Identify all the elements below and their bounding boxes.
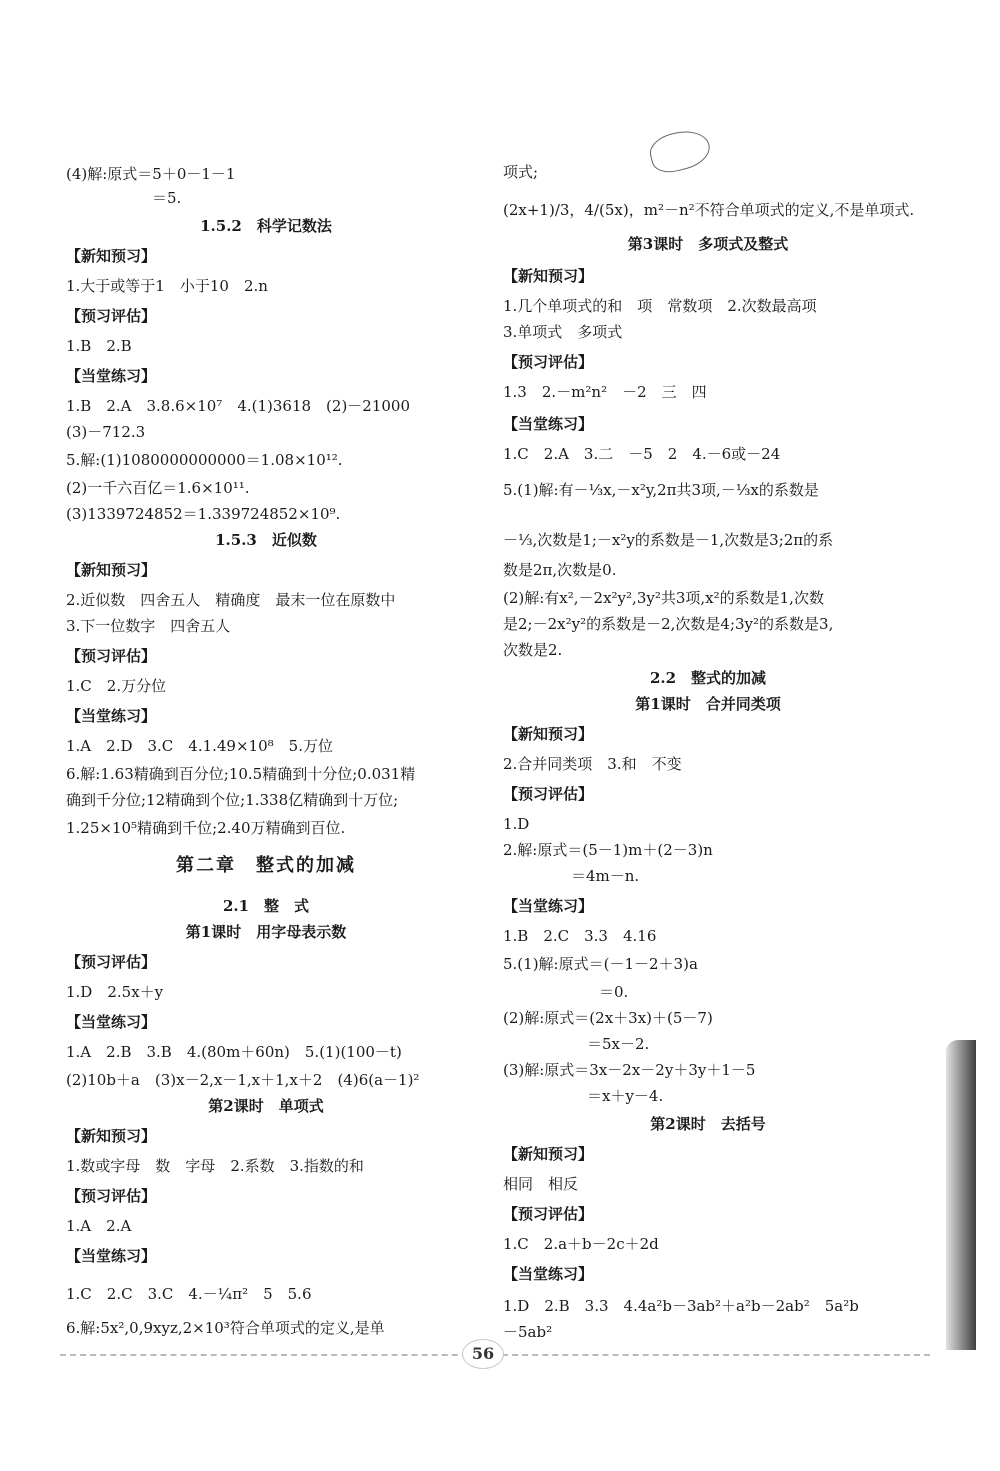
- answer-line: ＝4m－n.: [571, 867, 640, 885]
- answer-line: 5.(1)解:原式＝(－1－2＋3)a: [503, 955, 698, 973]
- answer-line: ＝0.: [599, 983, 629, 1001]
- answer-line: 2.近似数 四舍五人 精确度 最末一位在原数中: [66, 591, 396, 609]
- section-title: 2.2 整式的加减: [649, 669, 767, 687]
- section-title: 第2课时 去括号: [650, 1115, 766, 1133]
- answer-line: (2x+1)/3，4/(5x)，m²－n²不符合单项式的定义,不是单项式.: [503, 201, 915, 219]
- scan-shadow: [946, 1040, 976, 1350]
- section-header: 【当堂练习】: [503, 415, 594, 433]
- answer-line: 项式;: [503, 163, 539, 181]
- answer-line: (3)解:原式＝3x－2x－2y＋3y＋1－5: [503, 1061, 756, 1079]
- answer-line: ＝5.: [152, 189, 182, 207]
- section-header: 【预习评估】: [66, 953, 157, 971]
- answer-line: 2.合并同类项 3.和 不变: [503, 755, 682, 773]
- answer-line: 1.大于或等于1 小于10 2.n: [66, 277, 268, 295]
- answer-line: 2.解:原式＝(5－1)m＋(2－3)n: [503, 841, 713, 859]
- answer-line: 5.解:(1)1080000000000＝1.08×10¹².: [66, 451, 343, 469]
- section-header: 【当堂练习】: [66, 707, 157, 725]
- section-header: 【预习评估】: [503, 1205, 594, 1223]
- answer-line: 1.B 2.B: [66, 337, 132, 355]
- answer-line: (2)一千六百亿＝1.6×10¹¹.: [66, 479, 250, 497]
- answer-line: 1.A 2.D 3.C 4.1.49×10⁸ 5.万位: [66, 737, 333, 755]
- answer-line: (3)1339724852＝1.339724852×10⁹.: [66, 505, 341, 523]
- answer-line: ＝x＋y－4.: [587, 1087, 664, 1105]
- section-title: 2.1 整 式: [222, 897, 310, 915]
- section-title: 第1课时 合并同类项: [635, 695, 781, 713]
- answer-line: 1.C 2.A 3.二 －5 2 4.－6或－24: [503, 445, 781, 463]
- answer-line: 1.25×10⁵精确到千位;2.40万精确到百位.: [66, 819, 346, 837]
- section-header: 【当堂练习】: [503, 897, 594, 915]
- page-number: 56: [462, 1339, 504, 1369]
- answer-line: 1.D 2.5x＋y: [66, 983, 164, 1001]
- section-header: 【预习评估】: [503, 353, 594, 371]
- section-header: 【新知预习】: [503, 1145, 594, 1163]
- answer-line: 1.D: [503, 815, 530, 833]
- section-title: 1.5.3 近似数: [215, 531, 317, 549]
- answer-line: 3.单项式 多项式: [503, 323, 623, 341]
- answer-line: 1.A 2.A: [66, 1217, 132, 1235]
- answer-line: －⅓,次数是1;－x²y的系数是－1,次数是3;2π的系: [503, 531, 834, 549]
- section-header: 【新知预习】: [503, 267, 594, 285]
- answer-line: ＝5x－2.: [587, 1035, 650, 1053]
- answer-line: 1.数或字母 数 字母 2.系数 3.指数的和: [66, 1157, 364, 1175]
- answer-line: 相同 相反: [503, 1175, 579, 1193]
- section-title: 1.5.2 科学记数法: [200, 217, 332, 235]
- section-header: 【预习评估】: [66, 1187, 157, 1205]
- section-title: 第1课时 用字母表示数: [185, 923, 347, 941]
- answer-line: 1.3 2.－m²n² －2 三 四: [503, 383, 707, 401]
- answer-line: (2)解:原式＝(2x＋3x)＋(5－7): [503, 1009, 713, 1027]
- answer-line: 6.解:5x²,0,9xyz,2×10³符合单项式的定义,是单: [66, 1319, 385, 1337]
- answer-line: (2)10b＋a (3)x－2,x－1,x＋1,x＋2 (4)6(a－1)²: [66, 1071, 420, 1089]
- answer-line: (2)解:有x²,－2x²y²,3y²共3项,x²的系数是1,次数: [503, 589, 824, 607]
- section-header: 【当堂练习】: [66, 367, 157, 385]
- answer-line: (3)－712.3: [66, 423, 146, 441]
- answer-line: (4)解:原式＝5＋0－1－1: [66, 165, 236, 183]
- section-title: 第2课时 单项式: [208, 1097, 324, 1115]
- section-header: 【预习评估】: [66, 307, 157, 325]
- section-header: 【新知预习】: [66, 1127, 157, 1145]
- answer-line: 1.C 2.C 3.C 4.－¼π² 5 5.6: [66, 1285, 312, 1303]
- stamp-icon: [646, 125, 713, 176]
- answer-line: 1.C 2.万分位: [66, 677, 167, 695]
- answer-line: 1.B 2.A 3.8.6×10⁷ 4.(1)3618 (2)－21000: [66, 397, 411, 415]
- answer-line: －5ab²: [503, 1323, 553, 1341]
- answer-line: 1.A 2.B 3.B 4.(80m＋60n) 5.(1)(100－t): [66, 1043, 402, 1061]
- answer-line: 次数是2.: [503, 641, 563, 659]
- answer-line: 确到千分位;12精确到个位;1.338亿精确到十万位;: [66, 791, 399, 809]
- answer-line: 1.B 2.C 3.3 4.16: [503, 927, 657, 945]
- section-header: 【预习评估】: [66, 647, 157, 665]
- answer-line: 1.几个单项式的和 项 常数项 2.次数最高项: [503, 297, 817, 315]
- section-header: 【当堂练习】: [503, 1265, 594, 1283]
- answer-line: 1.C 2.a＋b－2c＋2d: [503, 1235, 659, 1253]
- answer-line: 数是2π,次数是0.: [503, 561, 617, 579]
- section-title: 第3课时 多项式及整式: [627, 235, 789, 253]
- chapter-title: 第二章 整式的加减: [176, 855, 356, 876]
- answer-line: 1.D 2.B 3.3 4.4a²b－3ab²＋a²b－2ab² 5a²b: [503, 1297, 859, 1315]
- answer-line: 5.(1)解:有－⅓x,－x²y,2π共3项,－⅓x的系数是: [503, 481, 819, 499]
- section-header: 【当堂练习】: [66, 1247, 157, 1265]
- answer-line: 是2;－2x²y²的系数是－2,次数是4;3y²的系数是3,: [503, 615, 834, 633]
- answer-line: 6.解:1.63精确到百分位;10.5精确到十分位;0.031精: [66, 765, 416, 783]
- section-header: 【当堂练习】: [66, 1013, 157, 1031]
- section-header: 【预习评估】: [503, 785, 594, 803]
- section-header: 【新知预习】: [66, 561, 157, 579]
- answer-line: 3.下一位数字 四舍五人: [66, 617, 231, 635]
- section-header: 【新知预习】: [66, 247, 157, 265]
- section-header: 【新知预习】: [503, 725, 594, 743]
